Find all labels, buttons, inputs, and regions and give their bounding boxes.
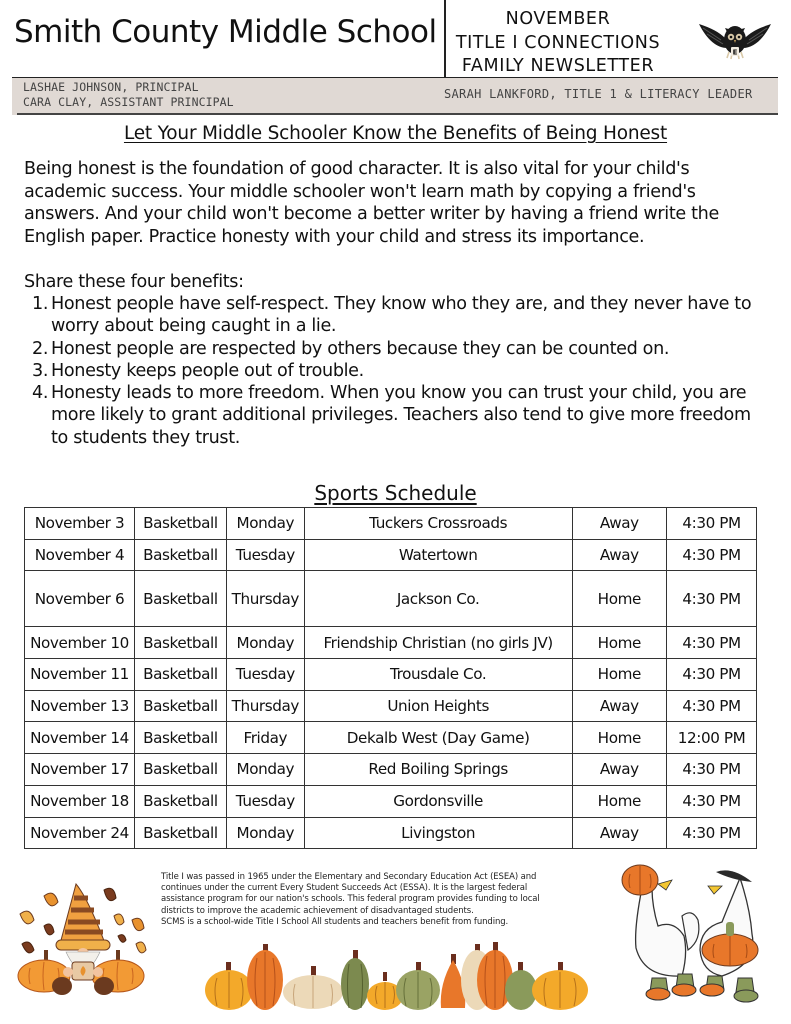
game-sport: Basketball (134, 690, 226, 722)
game-time: 4:30 PM (667, 785, 757, 817)
benefit-text: Honest people are respected by others because they can be counted on. (51, 338, 670, 359)
benefit-item (24, 360, 769, 382)
benefits-lead: Share these four benefits: (24, 272, 244, 292)
game-date: November 6 (25, 571, 135, 627)
game-location: Away (572, 754, 667, 786)
table-row (25, 722, 757, 754)
newsletter-title-month: NOVEMBER (505, 9, 611, 29)
game-time: 4:30 PM (667, 817, 757, 849)
game-day: Monday (226, 627, 304, 659)
table-row (25, 539, 757, 571)
benefit-text: Honest people have self-respect. They know who they are, and they never have to worry about being caught in a lie. (51, 294, 752, 337)
title-note-line: continues under the current Every Student Succeeds Act (ESSA). It is the largest federal (161, 883, 528, 894)
table-row (25, 690, 757, 722)
game-sport: Basketball (134, 785, 226, 817)
game-time: 4:30 PM (667, 659, 757, 691)
table-row (25, 754, 757, 786)
game-time: 4:30 PM (667, 690, 757, 722)
table-row (25, 785, 757, 817)
newsletter-title-program: TITLE I CONNECTIONS (455, 32, 661, 53)
title-one-leader: SARAH LANKFORD, TITLE 1 & LITERACY LEADER (444, 87, 753, 101)
benefit-number: 3. (32, 360, 49, 381)
benefit-text: Honesty leads to more freedom. When you know you can trust your child, you are more likely to grant additional privileges. Teachers also tend to give more freedom to students they trust. (51, 383, 751, 448)
game-opponent: Tuckers Crossroads (304, 508, 572, 540)
newsletter-title (448, 8, 668, 79)
title-note-line: SCMS is a school-wide Title I School All students and teachers benefit from funding. (161, 916, 509, 927)
game-time: 12:00 PM (667, 722, 757, 754)
game-date: November 14 (25, 722, 135, 754)
game-time: 4:30 PM (667, 508, 757, 540)
game-date: November 3 (25, 508, 135, 540)
game-location: Home (572, 659, 667, 691)
game-opponent: Livingston (304, 817, 572, 849)
game-opponent: Union Heights (304, 690, 572, 722)
game-opponent: Friendship Christian (no girls JV) (304, 627, 572, 659)
game-sport: Basketball (134, 508, 226, 540)
sports-schedule-title: Sports Schedule (314, 481, 477, 505)
game-day: Friday (226, 722, 304, 754)
game-location: Home (572, 722, 667, 754)
article-body: Being honest is the foundation of good character. It is also vital for your child's academic success. Your middle schooler won't learn math by copying a friend's answers. And your child won't become a better writer by having a friend write the English paper. Practice honesty with your child and stress its importance. (24, 159, 719, 247)
title-note-line: assistance program for our nation's schools. This federal program provides funding to local (161, 894, 540, 905)
game-location: Away (572, 539, 667, 571)
game-date: November 18 (25, 785, 135, 817)
game-opponent: Jackson Co. (304, 571, 572, 627)
benefit-item (24, 293, 769, 338)
game-sport: Basketball (134, 754, 226, 786)
game-date: November 11 (25, 659, 135, 691)
title-note-line: Title I was passed in 1965 under the Elementary and Secondary Education Act (ESEA) and (161, 872, 537, 882)
benefit-number: 2. (32, 338, 49, 359)
game-opponent: Red Boiling Springs (304, 754, 572, 786)
benefit-item (24, 338, 769, 360)
sports-schedule-table (24, 507, 757, 849)
game-location: Away (572, 508, 667, 540)
game-sport: Basketball (134, 571, 226, 627)
table-row (25, 817, 757, 849)
geese-with-pumpkins-illustration (612, 858, 782, 1008)
article-title: Let Your Middle Schooler Know the Benefits of Being Honest (123, 123, 668, 144)
game-sport: Basketball (134, 539, 226, 571)
game-time: 4:30 PM (667, 627, 757, 659)
game-date: November 24 (25, 817, 135, 849)
newsletter-title-type: FAMILY NEWSLETTER (461, 56, 655, 76)
benefit-item (24, 382, 769, 449)
table-row (25, 627, 757, 659)
table-row (25, 571, 757, 627)
game-location: Away (572, 690, 667, 722)
header-divider (444, 0, 446, 78)
benefit-number: 4. (32, 383, 49, 404)
game-date: November 10 (25, 627, 135, 659)
game-day: Monday (226, 817, 304, 849)
owl-mascot-icon (697, 18, 773, 64)
game-opponent: Gordonsville (304, 785, 572, 817)
game-time: 4:30 PM (667, 539, 757, 571)
svg-text:E: E (732, 48, 738, 57)
game-opponent: Trousdale Co. (304, 659, 572, 691)
game-sport: Basketball (134, 722, 226, 754)
game-date: November 17 (25, 754, 135, 786)
title-note-line: districts to improve the academic achievement of disadvantaged students. (161, 905, 474, 916)
game-location: Home (572, 785, 667, 817)
game-time: 4:30 PM (667, 754, 757, 786)
benefit-text: Honesty keeps people out of trouble. (51, 360, 364, 381)
table-row (25, 659, 757, 691)
benefit-number: 1. (32, 294, 49, 314)
game-day: Monday (226, 754, 304, 786)
game-sport: Basketball (134, 659, 226, 691)
principal: LASHAE JOHNSON, PRINCIPAL (23, 80, 199, 94)
game-location: Home (572, 627, 667, 659)
game-opponent: Watertown (304, 539, 572, 571)
game-day: Tuesday (226, 785, 304, 817)
assistant-principal: CARA CLAY, ASSISTANT PRINCIPAL (23, 95, 234, 109)
benefits-list (24, 293, 769, 449)
administrators (23, 80, 234, 110)
game-day: Monday (226, 508, 304, 540)
game-day: Tuesday (226, 659, 304, 691)
game-location: Away (572, 817, 667, 849)
game-time: 4:30 PM (667, 571, 757, 627)
game-location: Home (572, 571, 667, 627)
pumpkin-row-illustration (203, 938, 603, 1010)
staff-bar-underline (17, 113, 778, 115)
title-one-note (161, 872, 611, 928)
table-row (25, 508, 757, 540)
game-day: Thursday (226, 690, 304, 722)
school-name: Smith County Middle School (14, 14, 437, 50)
game-day: Tuesday (226, 539, 304, 571)
game-sport: Basketball (134, 627, 226, 659)
game-sport: Basketball (134, 817, 226, 849)
game-date: November 4 (25, 539, 135, 571)
autumn-gnome-illustration (8, 868, 152, 1008)
game-date: November 13 (25, 690, 135, 722)
game-opponent: Dekalb West (Day Game) (304, 722, 572, 754)
game-day: Thursday (226, 571, 304, 627)
